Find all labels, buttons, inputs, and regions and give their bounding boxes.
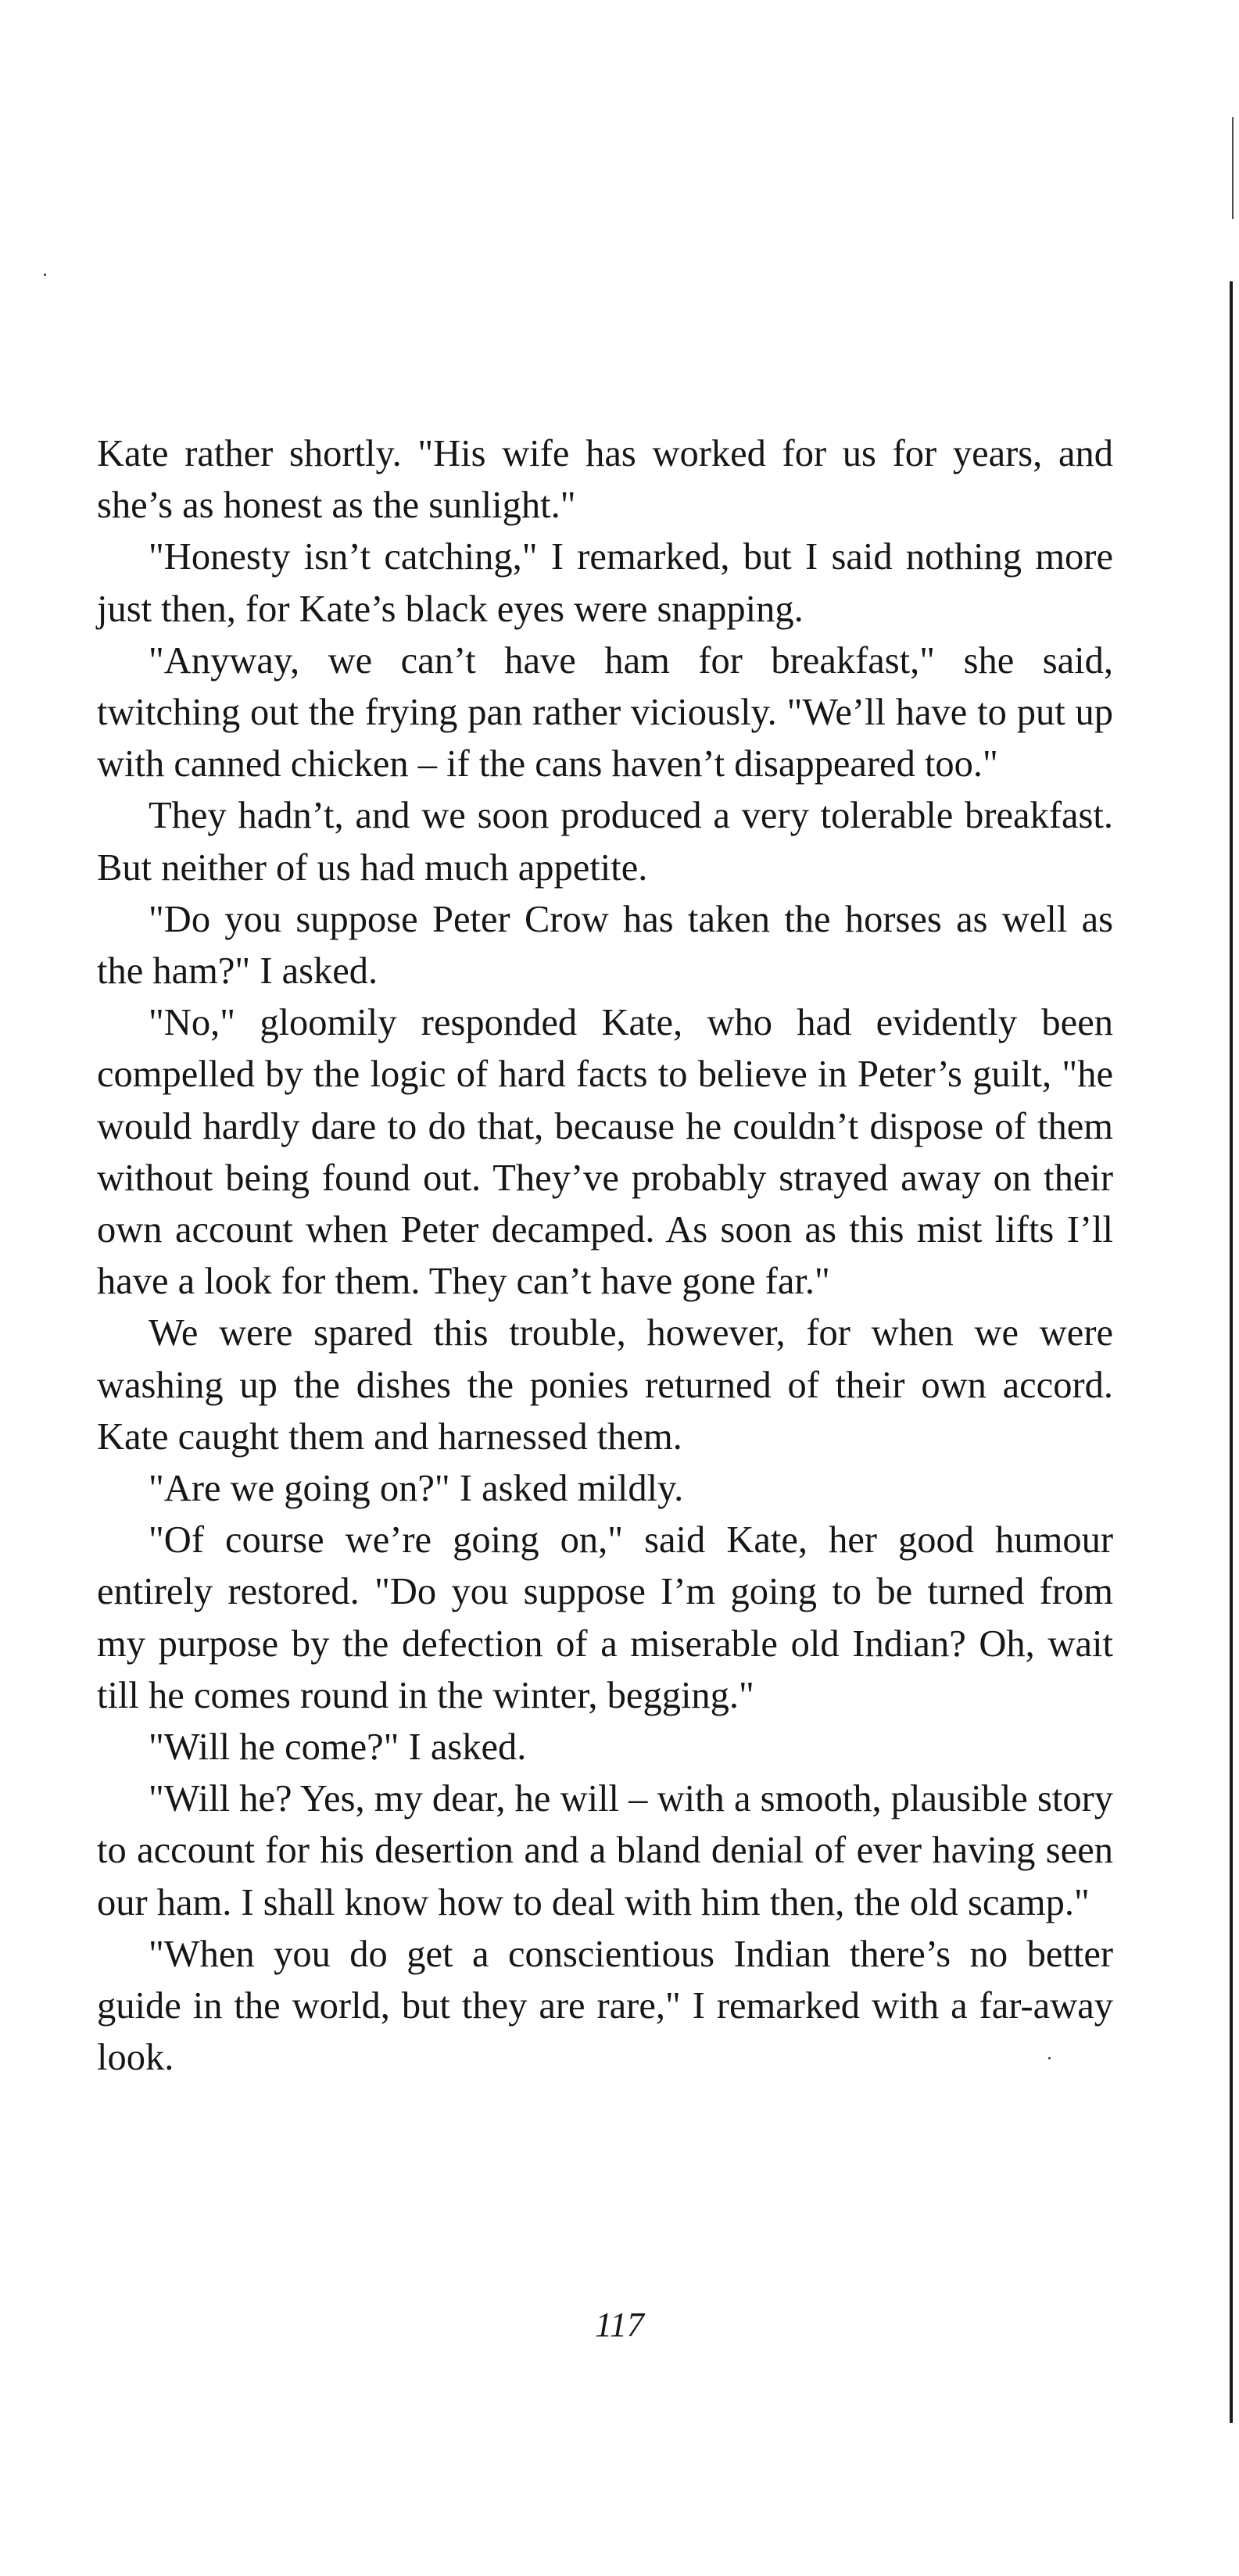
- paragraph: Kate rather shortly. "His wife has worked for us for years, and she’s as honest as the sunlight.": [97, 433, 1113, 527]
- paragraph: "Anyway, we can’t have ham for breakfast," she said, twitching out the frying pan rather viciously. "We’ll have to put up with canned chicken – if the cans haven’t disappeared too.": [97, 639, 1113, 785]
- paragraph: They hadn’t, and we soon produced a very tolerable breakfast. But neither of us had much appetite.: [97, 795, 1113, 889]
- page-number: 117: [595, 2306, 644, 2344]
- paragraph: We were spared this trouble, however, for when we were washing up the dishes the ponies returned of their own accord. Kate caught them and harnessed them.: [97, 1312, 1113, 1458]
- paragraph: "Are we going on?" I asked mildly.: [149, 1468, 684, 1510]
- body-text: [97, 428, 1113, 2084]
- paragraph: "Will he come?" I asked.: [149, 1726, 527, 1769]
- paragraph: "Will he? Yes, my dear, he will – with a smooth, plausible story to account for his desertion and a bland denial of ever having seen our ham. I shall know how to deal with him then, the old scamp.": [97, 1778, 1113, 1923]
- paragraph: "Do you suppose Peter Crow has taken the horses as well as the ham?" I asked.: [97, 898, 1113, 993]
- scan-speck: [44, 274, 46, 276]
- paragraph: "No," gloomily responded Kate, who had evidently been compelled by the logic of hard facts to believe in Peter’s guilt, "he would hardly dare to do that, because he couldn’t dispose of them without being found out. They’ve probably strayed away on their own account when Peter decamped. As soon as this mist lifts I’ll have a look for them. They can’t have gone far.": [97, 1002, 1113, 1303]
- paragraph: "Honesty isn’t catching," I remarked, but I said nothing more just then, for Kate’s black eyes were snapping.: [97, 536, 1113, 630]
- page-binding-edge: [1230, 281, 1233, 2423]
- paragraph: "Of course we’re going on," said Kate, her good humour entirely restored. "Do you suppose I’m going to be turned from my purpose by the defection of a miserable old Indian? Oh, wait till he comes round in the winter, begging.": [97, 1519, 1113, 1716]
- paragraph: "When you do get a conscientious Indian there’s no better guide in the world, but they are rare," I remarked with a far-away look.: [97, 1933, 1113, 2079]
- page-binding-shadow: [1232, 117, 1234, 219]
